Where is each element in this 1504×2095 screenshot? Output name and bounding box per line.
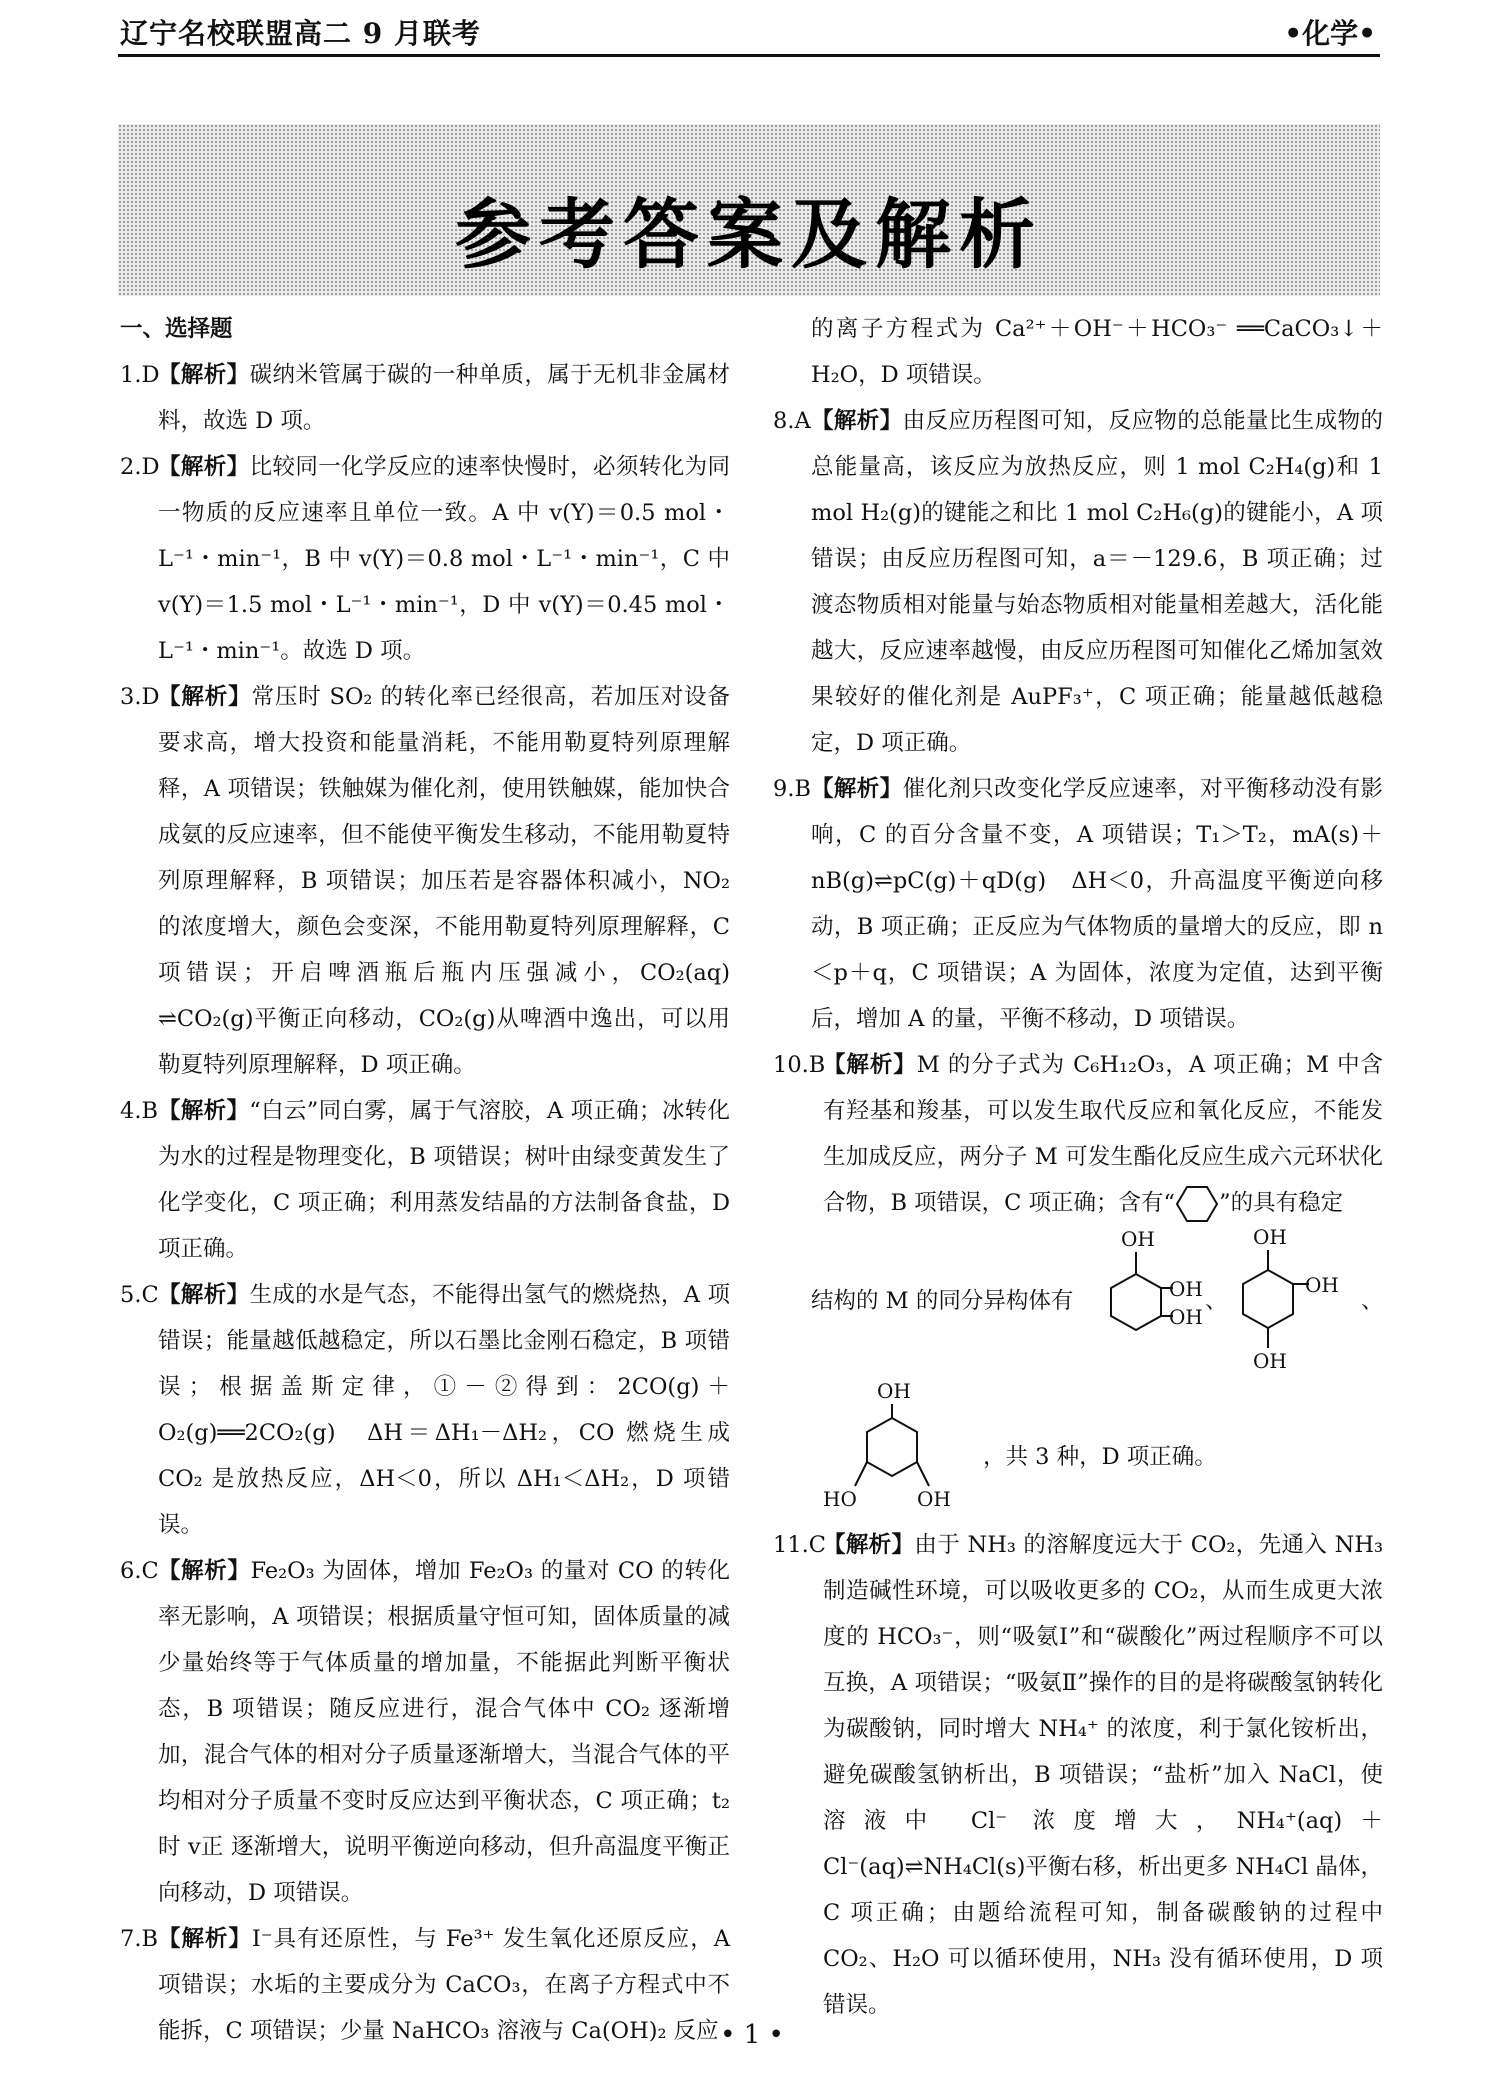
oh-label: OH — [917, 1487, 951, 1511]
analysis-tag: 【解析】 — [823, 1532, 915, 1558]
oh-label: OH — [1169, 1305, 1203, 1329]
isomer-structure-3 — [809, 1379, 979, 1522]
answer-item-4 — [120, 1088, 730, 1272]
oh-label: OH — [1305, 1273, 1339, 1297]
answer-item-8 — [773, 398, 1383, 766]
answer-item-2 — [120, 444, 730, 674]
oh-label: OH — [1169, 1277, 1203, 1301]
analysis-tag: 【解析】 — [158, 1098, 250, 1124]
isomer-structures-row — [773, 1226, 1383, 1382]
answer-item-11 — [773, 1522, 1383, 2028]
analysis-tag: 【解析】 — [158, 454, 250, 480]
answer-item-3 — [120, 674, 730, 1088]
section-title: 一、选择题 — [120, 316, 233, 342]
cyclohexane-ring-icon — [1175, 1184, 1219, 1224]
answer-item-10 — [773, 1042, 1383, 1226]
answer-text: 碳纳米管属于碳的一种单质，属于无机非金属材料，故选 D 项。 — [158, 362, 730, 434]
exam-title: 辽宁名校联盟高二 9 月联考 — [120, 17, 481, 50]
oh-label: OH — [877, 1379, 911, 1403]
subject-label: •化学• — [1284, 17, 1376, 50]
page-header — [118, 6, 1380, 118]
oh-label: OH — [1253, 1349, 1287, 1373]
analysis-tag: 【解析】 — [158, 1282, 250, 1308]
analysis-tag: 【解析】 — [811, 776, 903, 802]
answer-text: 催化剂只改变化学反应速率，对平衡移动没有影响，C 的百分含量不变，A 项错误；T₁＞T₂，mA(s)＋nB(g)⇌pC(g)＋qD(g) ΔH＜0，升高温度平衡逆向移动，B 项正确；正反应为气体物质的量增大的反应，即 n＜p＋q，C 项错误；A 为固体，浓度为定值，达到平衡后，增加 A 的量，平衡不移动，D 项错误。 — [811, 776, 1383, 1032]
isomer-structure-1 — [1081, 1226, 1201, 1376]
separator: 、 — [1361, 1288, 1384, 1314]
answer-number: 7.B — [120, 1926, 159, 1952]
answer-text: 由于 NH₃ 的溶解度远大于 CO₂，先通入 NH₃ 制造碱性环境，可以吸收更多的 CO₂，从而生成更大浓度的 HCO₃⁻，则“吸氨Ⅰ”和“碳酸化”两过程顺序不可以互换，A 项错误；“吸氨Ⅱ”操作的目的是将碳酸氢钠转化为碳酸钠，同时增大 NH₄⁺ 的浓度，利于氯化铵析出，避免碳酸氢钠析出，B 项错误；“盐析”加入 NaCl，使溶液中 Cl⁻ 浓度增大，NH₄⁺(aq)＋Cl⁻(aq)⇌NH₄Cl(s)平衡右移，析出更多 NH₄Cl 晶体，C 项正确；由题给流程可知，制备碳酸钠的过程中 CO₂、H₂O 可以循环使用，NH₃ 没有循环使用，D 项错误。 — [823, 1532, 1383, 2018]
ho-label: HO — [823, 1487, 857, 1511]
answer-text-c: 结构的 M 的同分异构体有 — [811, 1288, 1074, 1314]
left-column — [120, 306, 730, 2044]
separator: 、 — [1205, 1288, 1228, 1314]
page-number: • 1 • — [720, 2020, 784, 2050]
answer-number: 9.B — [773, 776, 812, 802]
title-banner — [118, 124, 1380, 296]
answer-text: M 的分子式为 C₆H₁₂O₃，A 项正确；M 中含有羟基和羧基，可以发生取代反应和氧化反应，不能发生加成反应，两分子 M 可发生酯化反应生成六元环状化合物，B 项错误，C 项正确；含有“ — [823, 1052, 1383, 1216]
answer-item-6 — [120, 1548, 730, 1916]
analysis-tag: 【解析】 — [158, 362, 250, 388]
answer-text: I⁻具有还原性，与 Fe³⁺ 发生氧化还原反应，A 项错误；水垢的主要成分为 CaCO₃，在离子方程式中不能拆，C 项错误；少量 NaHCO₃ 溶液与 Ca(OH)₂ 反应 — [158, 1926, 730, 2044]
answer-text: Fe₂O₃ 为固体，增加 Fe₂O₃ 的量对 CO 的转化率无影响，A 项错误；根据质量守恒可知，固体质量的减少量始终等于气体质量的增加量，不能据此判断平衡状态，B 项错误；随反应进行，混合气体中 CO₂ 逐渐增加，混合气体的相对分子质量逐渐增大，当混合气体的平均相对分子质量不变时反应达到平衡状态，C 项正确；t₂ 时 v正 逐渐增大，说明平衡逆向移动，但升高温度平衡正向移动，D 项错误。 — [158, 1558, 730, 1906]
analysis-tag: 【解析】 — [158, 1926, 252, 1952]
header-rule — [118, 54, 1380, 57]
analysis-tag: 【解析】 — [823, 1052, 917, 1078]
answer-text: “白云”同白雾，属于气溶胶，A 项正确；冰转化为水的过程是物理变化，B 项错误；树叶由绿变黄发生了化学变化，C 项正确；利用蒸发结晶的方法制备食盐，D 项正确。 — [158, 1098, 730, 1262]
oh-label: OH — [1253, 1225, 1287, 1249]
oh-label: OH — [1121, 1227, 1155, 1251]
answer-text: 由反应历程图可知，反应物的总能量比生成物的总能量高，该反应为放热反应，则 1 mol C₂H₄(g)和 1 mol H₂(g)的键能之和比 1 mol C₂H₆(g)的键能小，A 项错误；由反应历程图可知，a＝－129.6，B 项正确；过渡态物质相对能量与始态物质相对能量相差越大，活化能越大，反应速率越慢，由反应历程图可知催化乙烯加氢效果较好的催化剂是 AuPF₃⁺，C 项正确；能量越低越稳定，D 项正确。 — [811, 408, 1383, 756]
right-column — [773, 306, 1384, 2018]
answer-number: 5.C — [120, 1282, 159, 1308]
answer-number: 1.D — [120, 362, 160, 388]
answer-text-d: ，共 3 种，D 项正确。 — [983, 1444, 1217, 1470]
analysis-tag: 【解析】 — [811, 408, 903, 434]
answer-number: 10.B — [773, 1052, 826, 1078]
answer-item-1 — [120, 352, 730, 444]
answer-number: 3.D — [120, 684, 160, 710]
answer-text: 常压时 SO₂ 的转化率已经很高，若加压对设备要求高，增大投资和能量消耗，不能用勒夏特列原理解释，A 项错误；铁触媒为催化剂，使用铁触媒，能加快合成氨的反应速率，但不能使平衡发生移动，不能用勒夏特列原理解释，B 项错误；加压若是容器体积减小，NO₂ 的浓度增大，颜色会变深，不能用勒夏特列原理解释，C 项错误；开启啤酒瓶后瓶内压强减小，CO₂(aq) ⇌CO₂(g)平衡正向移动，CO₂(g)从啤酒中逸出，可以用勒夏特列原理解释，D 项正确。 — [158, 684, 730, 1078]
analysis-tag: 【解析】 — [158, 684, 252, 710]
answer-item-5 — [120, 1272, 730, 1548]
answer-number: 8.A — [773, 408, 811, 434]
isomer-structures-row-2 — [773, 1379, 1383, 1522]
answer-number: 2.D — [120, 454, 160, 480]
answer-number: 4.B — [120, 1098, 159, 1124]
answer-text: 生成的水是气态，不能得出氢气的燃烧热，A 项错误；能量越低越稳定，所以石墨比金刚石稳定，B 项错误；根据盖斯定律，①－②得到：2CO(g)＋O₂(g)══2CO₂(g) ΔH＝ΔH₁－ΔH₂，CO 燃烧生成 CO₂ 是放热反应，ΔH＜0，所以 ΔH₁＜ΔH₂，D 项错误。 — [158, 1282, 730, 1538]
analysis-tag: 【解析】 — [158, 1558, 251, 1584]
answer-item-7-continued: 的离子方程式为 Ca²⁺＋OH⁻＋HCO₃⁻ ══CaCO₃↓＋H₂O，D 项错误。 — [811, 316, 1383, 388]
answer-item-9 — [773, 766, 1383, 1042]
answer-text: 比较同一化学反应的速率快慢时，必须转化为同一物质的反应速率且单位一致。A 中 v(Y)＝0.5 mol・L⁻¹・min⁻¹，B 中 v(Y)＝0.8 mol・L⁻¹・min⁻¹，C 中 v(Y)＝1.5 mol・L⁻¹・min⁻¹，D 中 v(Y)＝0.45 mol・L⁻¹・min⁻¹。故选 D 项。 — [158, 454, 730, 664]
isomer-structure-2 — [1221, 1226, 1361, 1382]
answer-text-b: ”的具有稳定 — [1219, 1190, 1344, 1216]
banner-title: 参考答案及解析 — [455, 190, 1043, 279]
answer-number: 6.C — [120, 1558, 159, 1584]
answer-number: 11.C — [773, 1532, 826, 1558]
